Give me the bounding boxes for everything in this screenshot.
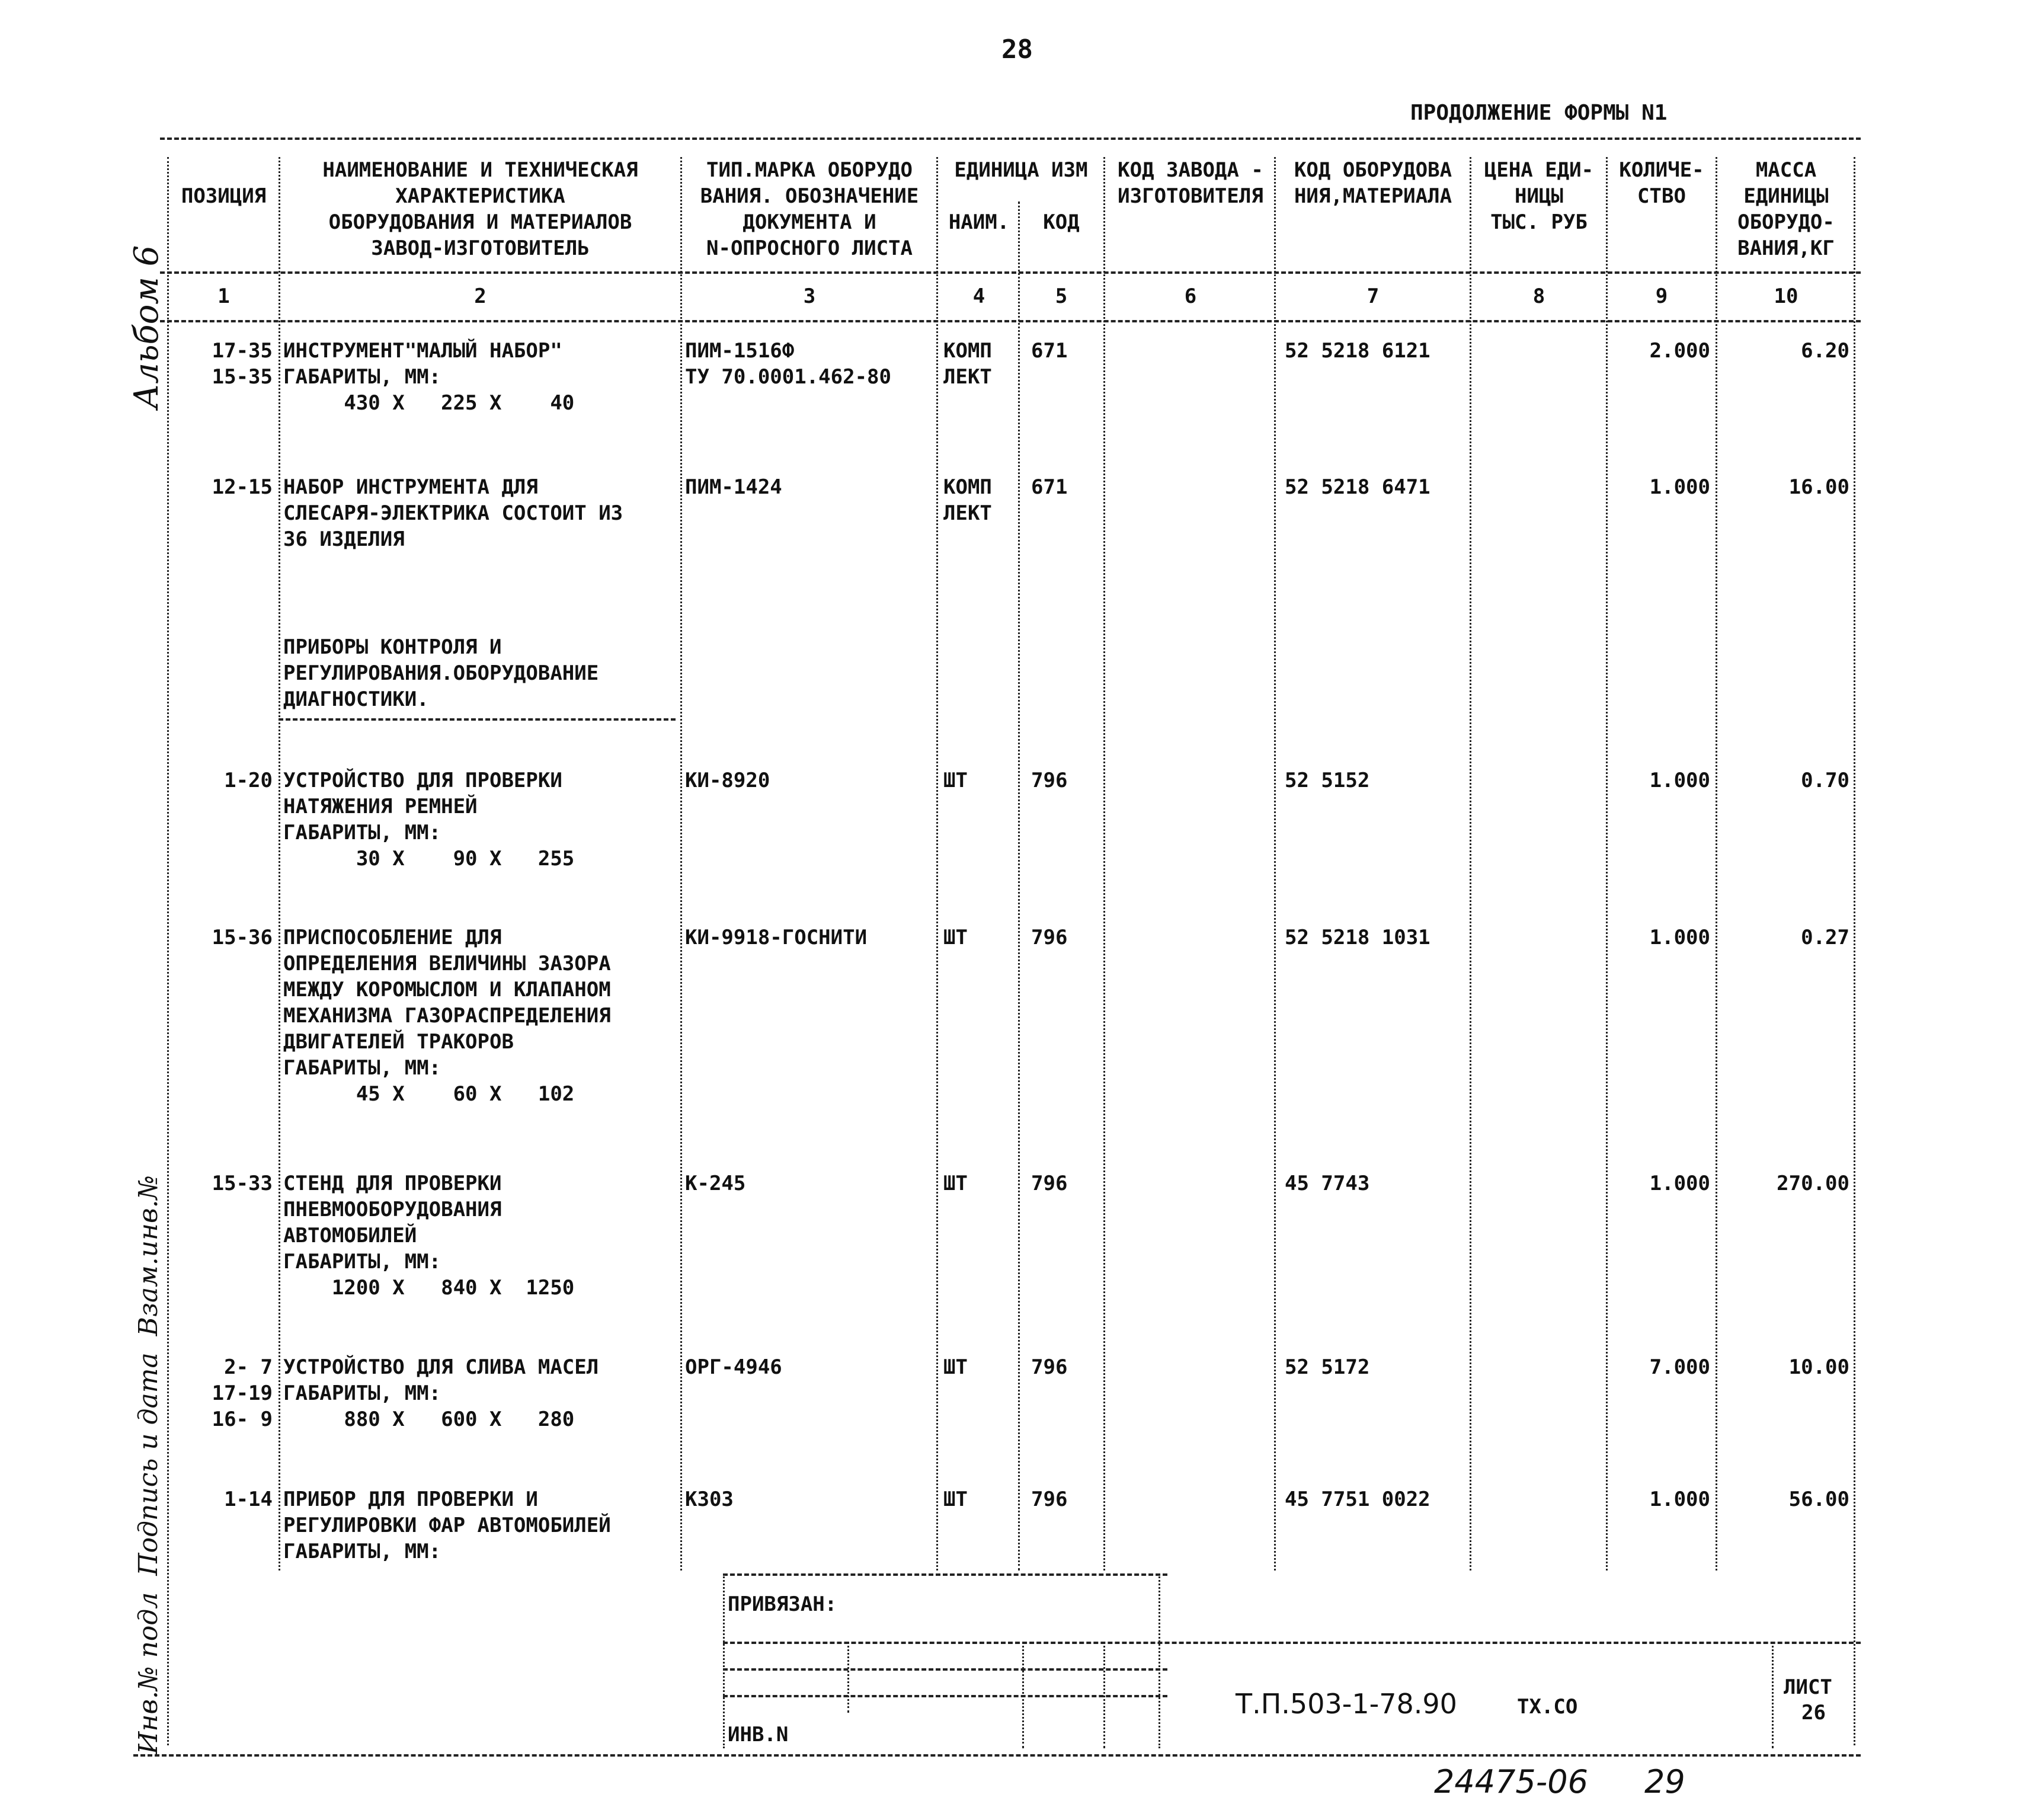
type-cell: КИ-9918-ГОСНИТИ — [685, 926, 868, 949]
name-cell: ГАБАРИТЫ, ММ: — [283, 821, 441, 845]
name-cell: 30 X 90 X 255 — [283, 847, 575, 871]
mass-cell: 270.00 — [1777, 1172, 1849, 1195]
header-factory-code: КОД ЗАВОДА - — [1118, 158, 1263, 182]
column-number: 3 — [803, 284, 816, 308]
quantity-cell: 7.000 — [1649, 1355, 1710, 1379]
section-heading: РЕГУЛИРОВАНИЯ.ОБОРУДОВАНИЕ — [283, 661, 599, 685]
continuation-title: ПРОДОЛЖЕНИЕ ФОРМЫ N1 — [1410, 101, 1668, 125]
mass-cell: 6.20 — [1801, 339, 1849, 363]
header-equipment-code: НИЯ,МАТЕРИАЛА — [1294, 184, 1452, 208]
header-position: ПОЗИЦИЯ — [181, 184, 267, 208]
unit-name-cell: ШТ — [943, 1488, 968, 1511]
header-price: ТЫС. РУБ — [1490, 210, 1588, 234]
unit-name-cell: ШТ — [943, 926, 968, 949]
section-heading: ДИАГНОСТИКИ. — [283, 687, 429, 711]
unit-name-cell: ШТ — [943, 1355, 968, 1379]
name-cell: МЕЖДУ КОРОМЫСЛОМ И КЛАПАНОМ — [283, 978, 611, 1002]
header-factory-code: ИЗГОТОВИТЕЛЯ — [1118, 184, 1263, 208]
bound-label: ПРИВЯЗАН: — [728, 1592, 837, 1616]
column-number: 6 — [1184, 284, 1197, 308]
column-number: 8 — [1532, 284, 1545, 308]
unit-code-cell: 796 — [1031, 1488, 1068, 1511]
position-cell: 1-14 — [224, 1488, 273, 1511]
name-cell: НАТЯЖЕНИЯ РЕМНЕЙ — [283, 795, 478, 818]
name-cell: РЕГУЛИРОВКИ ФАР АВТОМОБИЛЕЙ — [283, 1514, 611, 1537]
position-cell: 15-35 — [212, 365, 273, 389]
name-cell: ДВИГАТЕЛЕЙ ТРАКОРОВ — [283, 1030, 514, 1054]
inventory-label: ИНВ.N — [728, 1723, 789, 1747]
position-cell: 15-33 — [212, 1172, 273, 1195]
header-quantity: СТВО — [1637, 184, 1686, 208]
name-cell: ПНЕВМООБОРУДОВАНИЯ — [283, 1198, 502, 1221]
type-cell: К303 — [685, 1488, 734, 1511]
column-number: 9 — [1655, 284, 1668, 308]
header-mass: ОБОРУДО- — [1737, 210, 1835, 234]
quantity-cell: 1.000 — [1649, 1488, 1710, 1511]
name-cell: 430 X 225 X 40 — [283, 391, 575, 415]
unit-name-cell: КОМП — [943, 475, 992, 499]
handwritten-page-number: 29 — [1644, 1763, 1685, 1800]
header-name: ХАРАКТЕРИСТИКА — [395, 184, 565, 208]
unit-code-cell: 671 — [1031, 475, 1068, 499]
sheet-number: 26 — [1801, 1701, 1826, 1725]
name-cell: ГАБАРИТЫ, ММ: — [283, 1056, 441, 1080]
header-mass: ВАНИЯ,КГ — [1737, 236, 1835, 260]
unit-code-cell: 796 — [1031, 769, 1068, 792]
column-number: 5 — [1055, 284, 1068, 308]
equipment-code-cell: 45 7743 — [1285, 1172, 1370, 1195]
quantity-cell: 1.000 — [1649, 475, 1710, 499]
quantity-cell: 2.000 — [1649, 339, 1710, 363]
equipment-code-cell: 52 5172 — [1285, 1355, 1370, 1379]
mass-cell: 0.27 — [1801, 926, 1849, 949]
header-unit-code: КОД — [1043, 210, 1080, 234]
header-price: ЦЕНА ЕДИ- — [1484, 158, 1594, 182]
mass-cell: 0.70 — [1801, 769, 1849, 792]
document-code: ТХ.СО — [1517, 1695, 1578, 1719]
header-mass: ЕДИНИЦЫ — [1743, 184, 1829, 208]
unit-code-cell: 671 — [1031, 339, 1068, 363]
header-quantity: КОЛИЧЕ- — [1619, 158, 1704, 182]
header-name: НАИМЕНОВАНИЕ И ТЕХНИЧЕСКАЯ — [322, 158, 638, 182]
position-cell: 16- 9 — [212, 1408, 273, 1431]
designation: Т.П.503-1-78.90 — [1236, 1688, 1457, 1720]
name-cell: ГАБАРИТЫ, ММ: — [283, 365, 441, 389]
mass-cell: 16.00 — [1788, 475, 1849, 499]
column-number: 7 — [1366, 284, 1380, 308]
header-type: ТИП.МАРКА ОБОРУДО — [706, 158, 913, 182]
equipment-code-cell: 52 5218 1031 — [1285, 926, 1430, 949]
quantity-cell: 1.000 — [1649, 1172, 1710, 1195]
name-cell: 880 X 600 X 280 — [283, 1408, 575, 1431]
name-cell: УСТРОЙСТВО ДЛЯ ПРОВЕРКИ — [283, 769, 562, 792]
name-cell: ИНСТРУМЕНТ"МАЛЫЙ НАБОР" — [283, 339, 562, 363]
column-number: 2 — [474, 284, 487, 308]
header-price: НИЦЫ — [1515, 184, 1563, 208]
name-cell: МЕХАНИЗМА ГАЗОРАСПРЕДЕЛЕНИЯ — [283, 1004, 611, 1028]
type-cell: К-245 — [685, 1172, 746, 1195]
name-cell: АВТОМОБИЛЕЙ — [283, 1224, 417, 1248]
name-cell: ГАБАРИТЫ, ММ: — [283, 1381, 441, 1405]
side-album-label: Альбом 6 — [127, 245, 166, 409]
type-cell: ТУ 70.0001.462-80 — [685, 365, 891, 389]
name-cell: НАБОР ИНСТРУМЕНТА ДЛЯ — [283, 475, 538, 499]
handwritten-archive-number: 24475-06 — [1434, 1763, 1588, 1800]
unit-name-cell: ЛЕКТ — [943, 365, 992, 389]
sheet-label: ЛИСТ — [1784, 1675, 1832, 1699]
column-number: 1 — [217, 284, 230, 308]
unit-code-cell: 796 — [1031, 1355, 1068, 1379]
unit-code-cell: 796 — [1031, 1172, 1068, 1195]
name-cell: 1200 X 840 X 1250 — [283, 1276, 575, 1300]
position-cell: 12-15 — [212, 475, 273, 499]
name-cell: ОПРЕДЕЛЕНИЯ ВЕЛИЧИНЫ ЗАЗОРА — [283, 952, 611, 975]
mass-cell: 10.00 — [1788, 1355, 1849, 1379]
position-cell: 1-20 — [224, 769, 273, 792]
unit-name-cell: ШТ — [943, 769, 968, 792]
unit-name-cell: ШТ — [943, 1172, 968, 1195]
header-equipment-code: КОД ОБОРУДОВА — [1294, 158, 1452, 182]
mass-cell: 56.00 — [1788, 1488, 1849, 1511]
quantity-cell: 1.000 — [1649, 926, 1710, 949]
header-type: ВАНИЯ. ОБОЗНАЧЕНИЕ — [700, 184, 919, 208]
name-cell: 45 X 60 X 102 — [283, 1082, 575, 1106]
quantity-cell: 1.000 — [1649, 769, 1710, 792]
position-cell: 17-19 — [212, 1381, 273, 1405]
column-number: 10 — [1774, 284, 1798, 308]
header-type: ДОКУМЕНТА И — [743, 210, 876, 234]
unit-name-cell: ЛЕКТ — [943, 501, 992, 525]
equipment-code-cell: 45 7751 0022 — [1285, 1488, 1430, 1511]
header-type: N-ОПРОСНОГО ЛИСТА — [706, 236, 913, 260]
unit-code-cell: 796 — [1031, 926, 1068, 949]
name-cell: 36 ИЗДЕЛИЯ — [283, 527, 405, 551]
equipment-code-cell: 52 5218 6121 — [1285, 339, 1430, 363]
header-name: ОБОРУДОВАНИЯ И МАТЕРИАЛОВ — [328, 210, 632, 234]
header-name: ЗАВОД-ИЗГОТОВИТЕЛЬ — [371, 236, 590, 260]
name-cell: ПРИБОР ДЛЯ ПРОВЕРКИ И — [283, 1488, 538, 1511]
header-unit-name: НАИМ. — [948, 210, 1010, 234]
position-cell: 17-35 — [212, 339, 273, 363]
position-cell: 2- 7 — [224, 1355, 273, 1379]
type-cell: КИ-8920 — [685, 769, 770, 792]
name-cell: СЛЕСАРЯ-ЭЛЕКТРИКА СОСТОИТ ИЗ — [283, 501, 623, 525]
equipment-code-cell: 52 5218 6471 — [1285, 475, 1430, 499]
type-cell: ПИМ-1424 — [685, 475, 782, 499]
name-cell: УСТРОЙСТВО ДЛЯ СЛИВА МАСЕЛ — [283, 1355, 599, 1379]
name-cell: ПРИСПОСОБЛЕНИЕ ДЛЯ — [283, 926, 502, 949]
column-number: 4 — [972, 284, 985, 308]
name-cell: ГАБАРИТЫ, ММ: — [283, 1540, 441, 1563]
equipment-code-cell: 52 5152 — [1285, 769, 1370, 792]
side-approval-stamp: Инв.№ подл Подпись и дата Взам.инв.№ — [133, 1175, 164, 1754]
header-unit: ЕДИНИЦА ИЗМ — [954, 158, 1088, 182]
type-cell: ПИМ-1516Ф — [685, 339, 795, 363]
position-cell: 15-36 — [212, 926, 273, 949]
type-cell: ОРГ-4946 — [685, 1355, 782, 1379]
header-mass: МАССА — [1755, 158, 1817, 182]
section-heading: ПРИБОРЫ КОНТРОЛЯ И — [283, 635, 502, 659]
name-cell: СТЕНД ДЛЯ ПРОВЕРКИ — [283, 1172, 502, 1195]
unit-name-cell: КОМП — [943, 339, 992, 363]
name-cell: ГАБАРИТЫ, ММ: — [283, 1250, 441, 1274]
page-number: 28 — [1001, 34, 1033, 65]
